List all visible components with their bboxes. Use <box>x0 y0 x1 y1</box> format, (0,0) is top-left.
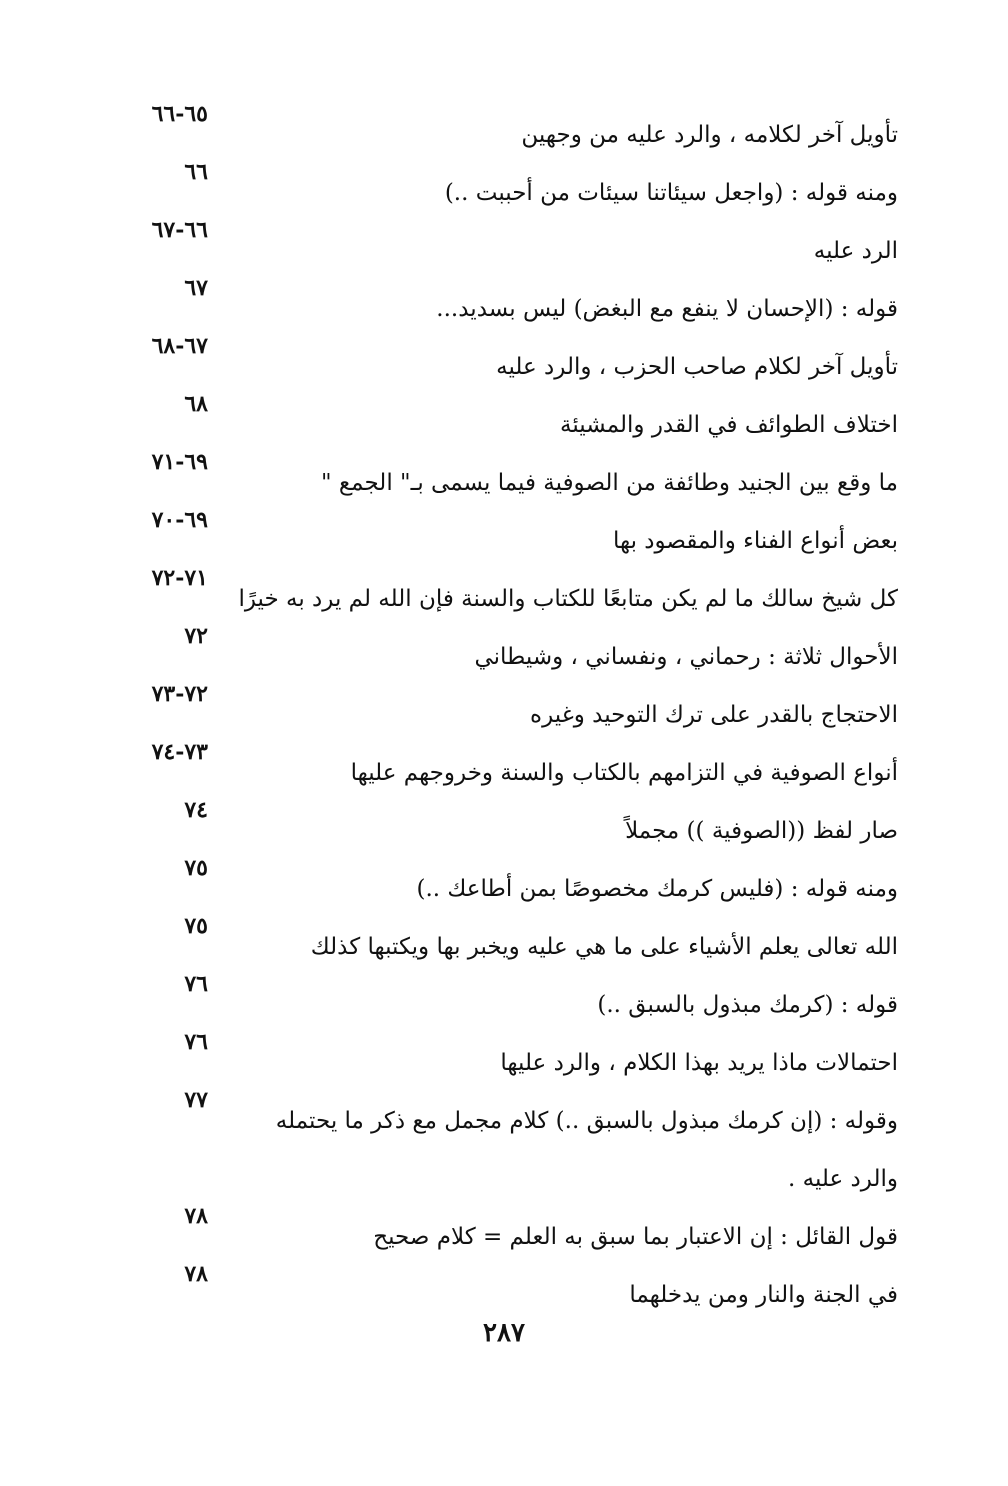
toc-entry <box>108 904 898 962</box>
toc-entry-pages: ٧٥ <box>184 913 208 939</box>
toc-entry-pages: ٦٧-٦٨ <box>151 333 208 359</box>
toc-entry-pages: ٧٨ <box>184 1203 208 1229</box>
toc-entry-title: قوله : (كرمك مبذول بالسبق ..) <box>597 992 898 1018</box>
toc-entry-title: ما وقع بين الجنيد وطائفة من الصوفية فيما يسمى بـ" الجمع " <box>321 470 898 496</box>
toc-entry-title: احتمالات ماذا يريد بهذا الكلام ، والرد عليها <box>500 1050 898 1076</box>
toc-entry-title: ومنه قوله : (فليس كرمك مخصوصًا بمن أطاعك ..) <box>416 876 898 902</box>
toc-entry <box>108 266 898 324</box>
table-of-contents <box>108 92 898 1310</box>
toc-entry-pages: ٦٥-٦٦ <box>151 101 208 127</box>
toc-entry <box>108 614 898 672</box>
toc-entry <box>108 556 898 614</box>
toc-entry-title: أنواع الصوفية في التزامهم بالكتاب والسنة وخروجهم عليها <box>350 760 898 786</box>
toc-entry-pages: ٧٢-٧٣ <box>151 681 208 707</box>
toc-entry-title: بعض أنواع الفناء والمقصود بها <box>612 528 898 554</box>
toc-entry-title: اختلاف الطوائف في القدر والمشيئة <box>559 412 898 438</box>
toc-entry-pages: ٦٨ <box>184 391 208 417</box>
toc-entry <box>108 846 898 904</box>
toc-entry-title: الله تعالى يعلم الأشياء على ما هي عليه ويخبر بها ويكتبها كذلك <box>310 934 898 960</box>
toc-entry-title: كل شيخ سالك ما لم يكن متابعًا للكتاب والسنة فإن الله لم يرد به خيرًا <box>238 586 898 612</box>
toc-entry-title: الاحتجاج بالقدر على ترك التوحيد وغيره <box>530 702 898 728</box>
toc-entry-title: تأويل آخر لكلام صاحب الحزب ، والرد عليه <box>496 354 898 380</box>
toc-entry-pages: ٧١-٧٢ <box>151 565 208 591</box>
toc-entry <box>108 440 898 498</box>
toc-entry <box>108 962 898 1020</box>
toc-entry-pages: ٧٥ <box>184 855 208 881</box>
toc-entry <box>108 382 898 440</box>
toc-entry <box>108 92 898 150</box>
toc-entry-pages: ٧٤ <box>184 797 208 823</box>
toc-entry <box>108 150 898 208</box>
toc-entry <box>108 1252 898 1310</box>
toc-entry-pages: ٧٦ <box>184 971 208 997</box>
toc-entry-title: ومنه قوله : (واجعل سيئاتنا سيئات من أحببت ..) <box>444 180 898 206</box>
toc-entry <box>108 1078 898 1194</box>
toc-entry-pages: ٦٩-٧٠ <box>151 507 208 533</box>
toc-entry <box>108 730 898 788</box>
toc-entry-title: الأحوال ثلاثة : رحماني ، ونفساني ، وشيطاني <box>474 644 898 670</box>
toc-entry <box>108 1194 898 1252</box>
toc-entry-title: قوله : (الإحسان لا ينفع مع البغض) ليس بسديد... <box>436 296 898 322</box>
toc-entry-title: في الجنة والنار ومن يدخلهما <box>629 1282 898 1308</box>
page-number: ٢٨٧ <box>483 1318 525 1348</box>
toc-entry-title: صار لفظ ((الصوفية )) مجملاً <box>625 818 898 844</box>
toc-entry <box>108 672 898 730</box>
toc-entry <box>108 498 898 556</box>
toc-entry-pages: ٦٩-٧١ <box>151 449 208 475</box>
toc-entry-title: وقوله : (إن كرمك مبذول بالسبق ..) كلام مجمل مع ذكر ما يحتمله والرد عليه . <box>275 1108 898 1192</box>
toc-entry-pages: ٦٦ <box>184 159 208 185</box>
toc-entry-title: قول القائل : إن الاعتبار بما سبق به العلم = كلام صحيح <box>373 1224 898 1250</box>
toc-entry-pages: ٦٦-٦٧ <box>151 217 208 243</box>
toc-entry <box>108 324 898 382</box>
toc-entry <box>108 208 898 266</box>
toc-entry-title: تأويل آخر لكلامه ، والرد عليه من وجهين <box>521 122 898 148</box>
toc-entry-title: الرد عليه <box>813 238 898 264</box>
toc-entry-pages: ٧٧ <box>184 1087 208 1113</box>
toc-entry <box>108 1020 898 1078</box>
toc-entry-pages: ٦٧ <box>184 275 208 301</box>
toc-entry <box>108 788 898 846</box>
toc-entry-pages: ٧٦ <box>184 1029 208 1055</box>
toc-entry-pages: ٧٨ <box>184 1261 208 1287</box>
toc-entry-pages: ٧٣-٧٤ <box>151 739 208 765</box>
toc-entry-pages: ٧٢ <box>184 623 208 649</box>
